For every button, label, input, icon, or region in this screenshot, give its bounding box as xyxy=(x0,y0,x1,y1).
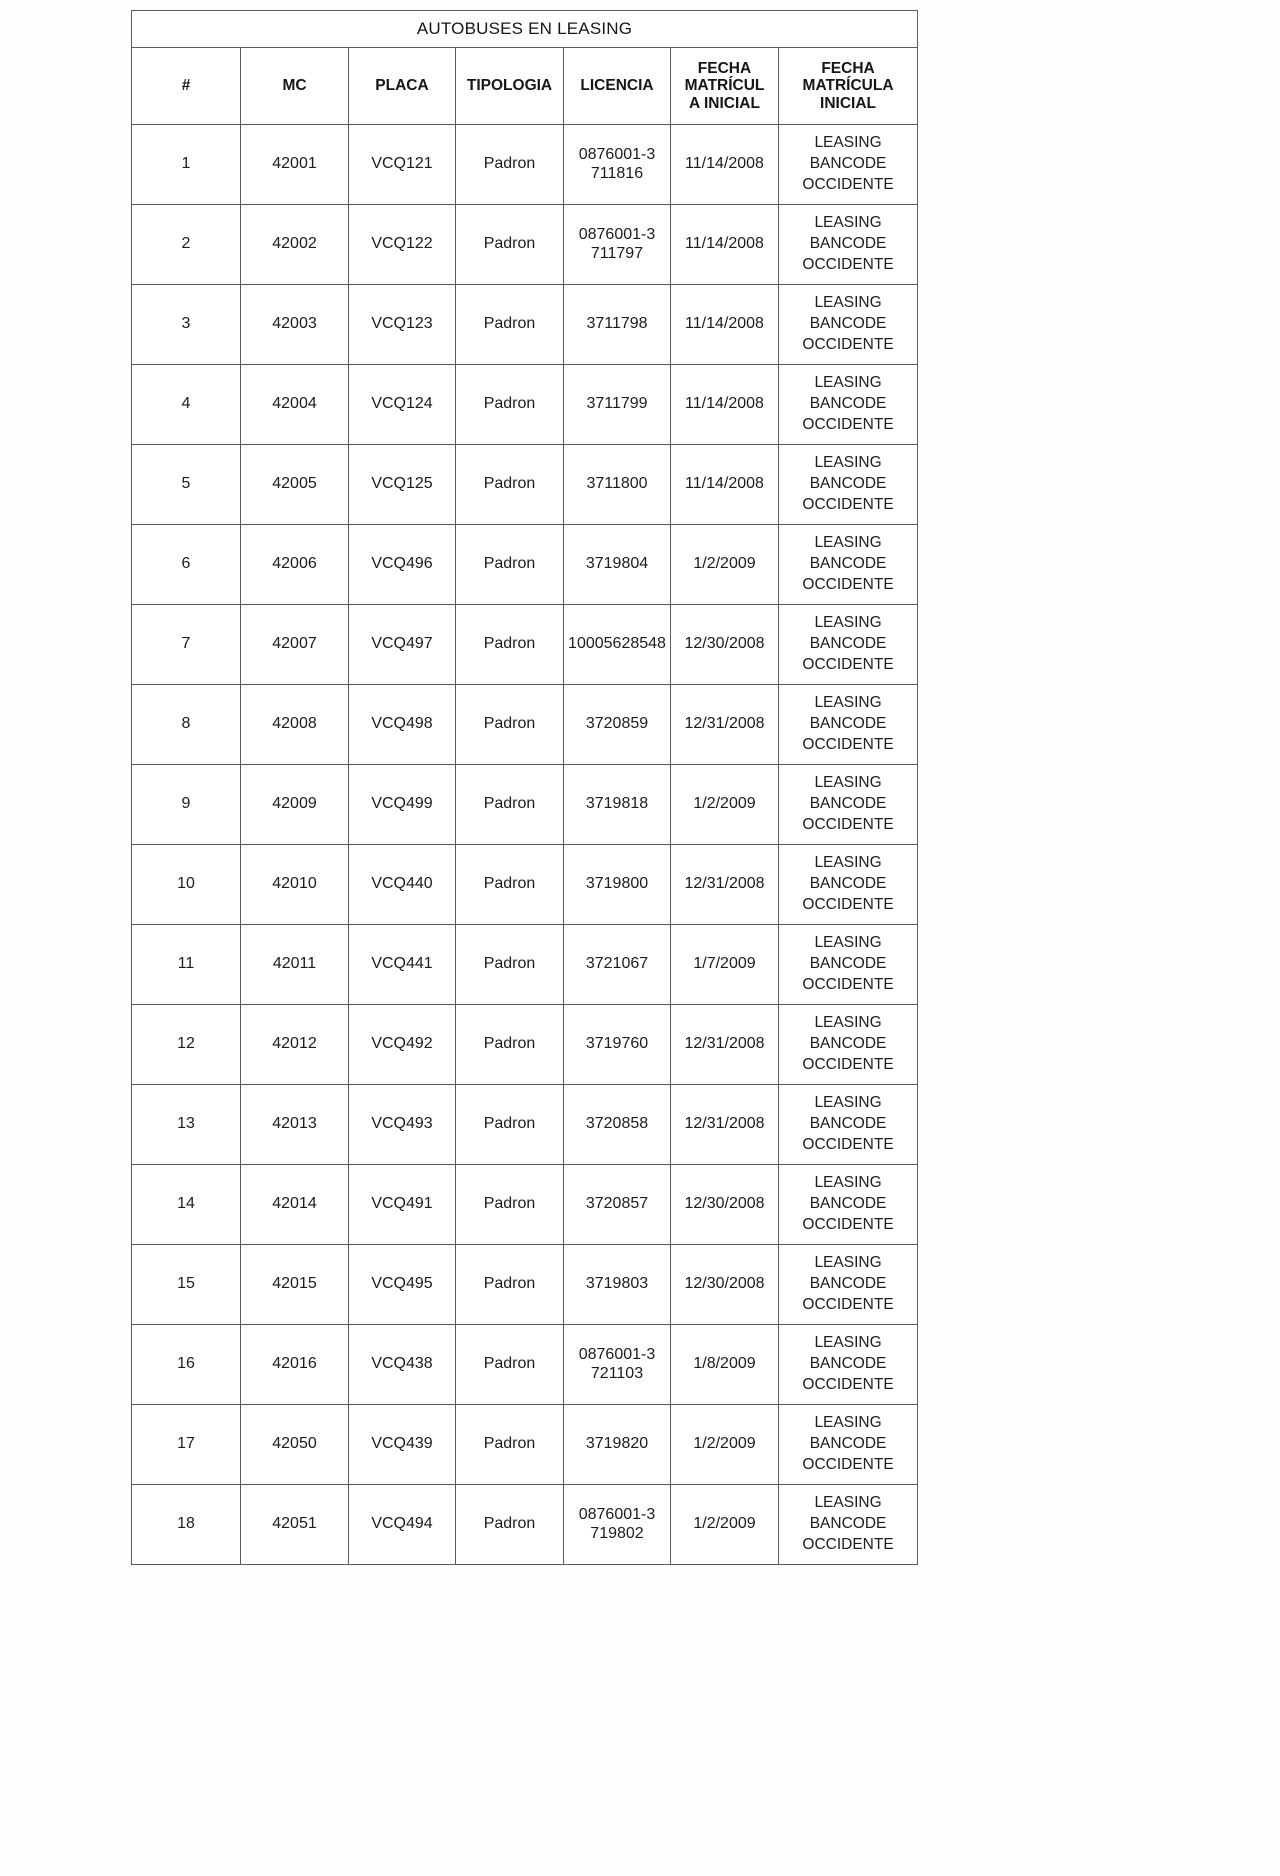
table-row xyxy=(132,1325,918,1405)
cell-fecha-matricula-a-inicial: 11/14/2008 xyxy=(671,125,779,205)
cell-entity-line1: LEASING xyxy=(814,1334,882,1352)
cell-licencia xyxy=(564,205,671,285)
cell-fecha-matricula-a-inicial: 11/14/2008 xyxy=(671,445,779,525)
cell-tipologia: Padron xyxy=(456,1405,564,1485)
cell-tipologia: Padron xyxy=(456,205,564,285)
cell-fecha-matricula-a-inicial: 12/30/2008 xyxy=(671,1165,779,1245)
cell-fecha-matricula-a-inicial: 1/8/2009 xyxy=(671,1325,779,1405)
cell-entity-line1: LEASING xyxy=(814,694,882,712)
cell-entity-line1: LEASING xyxy=(814,1254,882,1272)
cell-licencia-line2: 719802 xyxy=(590,1524,644,1542)
column-header-fecha1-line2: MATRÍCUL xyxy=(684,77,765,95)
cell-mc: 42008 xyxy=(241,685,349,765)
cell-fecha-matricula-inicial xyxy=(779,125,918,205)
column-header-fecha2-line3: INICIAL xyxy=(820,94,877,112)
cell-placa: VCQ493 xyxy=(349,1085,456,1165)
cell-entity-line3: OCCIDENTE xyxy=(802,815,894,833)
column-header-fecha2-line2: MATRÍCULA xyxy=(802,77,894,95)
cell-licencia: 10005628548 xyxy=(564,605,671,685)
cell-entity-line1: LEASING xyxy=(814,294,882,312)
cell-fecha-matricula-inicial xyxy=(779,1405,918,1485)
table-row xyxy=(132,285,918,365)
cell-entity-line2: BANCODE xyxy=(809,155,887,173)
column-header-fecha1-line1: FECHA xyxy=(697,59,752,77)
table-row xyxy=(132,205,918,285)
cell-placa: VCQ496 xyxy=(349,525,456,605)
cell-fecha-matricula-a-inicial: 11/14/2008 xyxy=(671,205,779,285)
cell-entity-line3: OCCIDENTE xyxy=(802,1055,894,1073)
autobuses-leasing-table xyxy=(131,10,918,1565)
cell-fecha-matricula-inicial xyxy=(779,1165,918,1245)
cell-licencia-line1: 0876001-3 xyxy=(578,145,656,163)
cell-entity-line2: BANCODE xyxy=(809,635,887,653)
cell-entity-line2: BANCODE xyxy=(809,1355,887,1373)
cell-index: 9 xyxy=(132,765,241,845)
cell-index: 8 xyxy=(132,685,241,765)
cell-entity-line3: OCCIDENTE xyxy=(802,1455,894,1473)
cell-licencia: 3711800 xyxy=(564,445,671,525)
cell-tipologia: Padron xyxy=(456,1245,564,1325)
cell-tipologia: Padron xyxy=(456,685,564,765)
cell-fecha-matricula-inicial xyxy=(779,365,918,445)
cell-mc: 42002 xyxy=(241,205,349,285)
cell-tipologia: Padron xyxy=(456,1085,564,1165)
cell-licencia: 3711799 xyxy=(564,365,671,445)
cell-mc: 42016 xyxy=(241,1325,349,1405)
cell-fecha-matricula-a-inicial: 12/31/2008 xyxy=(671,845,779,925)
table-row xyxy=(132,765,918,845)
cell-licencia-line1: 0876001-3 xyxy=(578,1505,656,1523)
cell-placa: VCQ491 xyxy=(349,1165,456,1245)
cell-tipologia: Padron xyxy=(456,1485,564,1565)
cell-tipologia: Padron xyxy=(456,365,564,445)
cell-entity-line2: BANCODE xyxy=(809,715,887,733)
cell-placa: VCQ494 xyxy=(349,1485,456,1565)
cell-fecha-matricula-a-inicial: 1/2/2009 xyxy=(671,1485,779,1565)
table-row xyxy=(132,1165,918,1245)
cell-tipologia: Padron xyxy=(456,445,564,525)
cell-tipologia: Padron xyxy=(456,1325,564,1405)
column-header-fecha1-line3: A INICIAL xyxy=(689,94,760,112)
column-header-placa-line1: PLACA xyxy=(375,77,429,95)
cell-tipologia: Padron xyxy=(456,125,564,205)
cell-fecha-matricula-a-inicial: 12/30/2008 xyxy=(671,605,779,685)
cell-entity-line2: BANCODE xyxy=(809,1195,887,1213)
cell-mc: 42007 xyxy=(241,605,349,685)
table-header xyxy=(132,11,918,125)
leasing-table-container xyxy=(131,10,917,1565)
cell-licencia: 3711798 xyxy=(564,285,671,365)
cell-fecha-matricula-a-inicial: 12/30/2008 xyxy=(671,1245,779,1325)
cell-entity-line2: BANCODE xyxy=(809,1435,887,1453)
column-header-placa xyxy=(349,48,456,125)
cell-mc: 42010 xyxy=(241,845,349,925)
cell-index: 5 xyxy=(132,445,241,525)
cell-index: 15 xyxy=(132,1245,241,1325)
cell-fecha-matricula-inicial xyxy=(779,445,918,525)
cell-placa: VCQ123 xyxy=(349,285,456,365)
column-header-fecha-matricula-a-inicial xyxy=(671,48,779,125)
cell-mc: 42051 xyxy=(241,1485,349,1565)
cell-entity-line3: OCCIDENTE xyxy=(802,335,894,353)
column-header-mc-line1: MC xyxy=(282,77,307,95)
cell-index: 14 xyxy=(132,1165,241,1245)
cell-entity-line2: BANCODE xyxy=(809,475,887,493)
table-row xyxy=(132,1085,918,1165)
table-row xyxy=(132,605,918,685)
cell-fecha-matricula-inicial xyxy=(779,1005,918,1085)
cell-tipologia: Padron xyxy=(456,1005,564,1085)
cell-fecha-matricula-a-inicial: 1/7/2009 xyxy=(671,925,779,1005)
table-row xyxy=(132,685,918,765)
cell-placa: VCQ438 xyxy=(349,1325,456,1405)
cell-entity-line2: BANCODE xyxy=(809,315,887,333)
table-title: AUTOBUSES EN LEASING xyxy=(132,11,918,48)
cell-licencia: 3720859 xyxy=(564,685,671,765)
cell-tipologia: Padron xyxy=(456,925,564,1005)
cell-placa: VCQ498 xyxy=(349,685,456,765)
cell-entity-line3: OCCIDENTE xyxy=(802,735,894,753)
table-row xyxy=(132,1245,918,1325)
cell-placa: VCQ125 xyxy=(349,445,456,525)
cell-entity-line2: BANCODE xyxy=(809,795,887,813)
cell-entity-line1: LEASING xyxy=(814,134,882,152)
cell-entity-line1: LEASING xyxy=(814,1094,882,1112)
cell-entity-line2: BANCODE xyxy=(809,875,887,893)
cell-licencia: 3719803 xyxy=(564,1245,671,1325)
cell-licencia-line1: 0876001-3 xyxy=(578,225,656,243)
cell-licencia-line2: 711797 xyxy=(590,244,644,262)
cell-entity-line3: OCCIDENTE xyxy=(802,1215,894,1233)
cell-index: 4 xyxy=(132,365,241,445)
cell-entity-line3: OCCIDENTE xyxy=(802,175,894,193)
cell-entity-line1: LEASING xyxy=(814,214,882,232)
cell-entity-line1: LEASING xyxy=(814,1014,882,1032)
cell-mc: 42011 xyxy=(241,925,349,1005)
cell-entity-line2: BANCODE xyxy=(809,1515,887,1533)
cell-licencia-line2: 721103 xyxy=(590,1364,644,1382)
cell-mc: 42050 xyxy=(241,1405,349,1485)
cell-index: 7 xyxy=(132,605,241,685)
cell-licencia: 3719818 xyxy=(564,765,671,845)
table-title-row xyxy=(132,11,918,48)
cell-licencia xyxy=(564,1325,671,1405)
cell-entity-line3: OCCIDENTE xyxy=(802,655,894,673)
cell-fecha-matricula-a-inicial: 12/31/2008 xyxy=(671,1085,779,1165)
cell-index: 11 xyxy=(132,925,241,1005)
cell-fecha-matricula-inicial xyxy=(779,1085,918,1165)
cell-entity-line3: OCCIDENTE xyxy=(802,255,894,273)
cell-licencia: 3719800 xyxy=(564,845,671,925)
cell-index: 6 xyxy=(132,525,241,605)
cell-placa: VCQ492 xyxy=(349,1005,456,1085)
table-row xyxy=(132,125,918,205)
table-row xyxy=(132,1405,918,1485)
cell-entity-line1: LEASING xyxy=(814,934,882,952)
cell-licencia-line2: 711816 xyxy=(590,164,644,182)
column-header-mc xyxy=(241,48,349,125)
cell-index: 17 xyxy=(132,1405,241,1485)
cell-index: 13 xyxy=(132,1085,241,1165)
cell-entity-line2: BANCODE xyxy=(809,555,887,573)
cell-entity-line1: LEASING xyxy=(814,1414,882,1432)
cell-index: 10 xyxy=(132,845,241,925)
column-header-licencia xyxy=(564,48,671,125)
cell-entity-line1: LEASING xyxy=(814,1174,882,1192)
cell-tipologia: Padron xyxy=(456,845,564,925)
cell-index: 1 xyxy=(132,125,241,205)
cell-entity-line1: LEASING xyxy=(814,454,882,472)
cell-entity-line1: LEASING xyxy=(814,534,882,552)
cell-fecha-matricula-inicial xyxy=(779,285,918,365)
cell-tipologia: Padron xyxy=(456,1165,564,1245)
cell-mc: 42004 xyxy=(241,365,349,445)
table-row xyxy=(132,365,918,445)
cell-fecha-matricula-inicial xyxy=(779,525,918,605)
cell-placa: VCQ124 xyxy=(349,365,456,445)
table-row xyxy=(132,1005,918,1085)
cell-entity-line2: BANCODE xyxy=(809,235,887,253)
cell-entity-line1: LEASING xyxy=(814,614,882,632)
cell-fecha-matricula-a-inicial: 1/2/2009 xyxy=(671,525,779,605)
cell-fecha-matricula-inicial xyxy=(779,1245,918,1325)
cell-index: 2 xyxy=(132,205,241,285)
cell-entity-line2: BANCODE xyxy=(809,395,887,413)
cell-fecha-matricula-inicial xyxy=(779,765,918,845)
cell-mc: 42013 xyxy=(241,1085,349,1165)
cell-fecha-matricula-inicial xyxy=(779,205,918,285)
cell-licencia xyxy=(564,125,671,205)
cell-fecha-matricula-inicial xyxy=(779,685,918,765)
cell-licencia: 3721067 xyxy=(564,925,671,1005)
cell-index: 12 xyxy=(132,1005,241,1085)
cell-tipologia: Padron xyxy=(456,765,564,845)
column-header-fecha-matricula-inicial xyxy=(779,48,918,125)
column-header-index xyxy=(132,48,241,125)
cell-mc: 42006 xyxy=(241,525,349,605)
cell-entity-line3: OCCIDENTE xyxy=(802,895,894,913)
cell-entity-line1: LEASING xyxy=(814,774,882,792)
cell-entity-line3: OCCIDENTE xyxy=(802,1135,894,1153)
column-header-tipologia-line1: TIPOLOGIA xyxy=(466,77,553,95)
cell-mc: 42012 xyxy=(241,1005,349,1085)
cell-fecha-matricula-inicial xyxy=(779,925,918,1005)
cell-tipologia: Padron xyxy=(456,525,564,605)
cell-entity-line3: OCCIDENTE xyxy=(802,575,894,593)
cell-entity-line2: BANCODE xyxy=(809,1035,887,1053)
cell-licencia: 3719820 xyxy=(564,1405,671,1485)
cell-fecha-matricula-inicial xyxy=(779,1325,918,1405)
cell-placa: VCQ499 xyxy=(349,765,456,845)
cell-placa: VCQ495 xyxy=(349,1245,456,1325)
column-header-index-line1: # xyxy=(181,77,191,95)
cell-fecha-matricula-inicial xyxy=(779,605,918,685)
cell-placa: VCQ440 xyxy=(349,845,456,925)
cell-placa: VCQ497 xyxy=(349,605,456,685)
cell-licencia: 3720857 xyxy=(564,1165,671,1245)
cell-fecha-matricula-a-inicial: 11/14/2008 xyxy=(671,285,779,365)
cell-entity-line3: OCCIDENTE xyxy=(802,415,894,433)
cell-tipologia: Padron xyxy=(456,285,564,365)
cell-licencia: 3720858 xyxy=(564,1085,671,1165)
cell-mc: 42014 xyxy=(241,1165,349,1245)
cell-fecha-matricula-inicial xyxy=(779,845,918,925)
cell-mc: 42003 xyxy=(241,285,349,365)
table-row xyxy=(132,925,918,1005)
cell-entity-line2: BANCODE xyxy=(809,955,887,973)
cell-index: 16 xyxy=(132,1325,241,1405)
column-header-row xyxy=(132,48,918,125)
cell-entity-line2: BANCODE xyxy=(809,1275,887,1293)
table-row xyxy=(132,445,918,525)
cell-entity-line3: OCCIDENTE xyxy=(802,1375,894,1393)
cell-mc: 42009 xyxy=(241,765,349,845)
cell-fecha-matricula-inicial xyxy=(779,1485,918,1565)
cell-entity-line3: OCCIDENTE xyxy=(802,975,894,993)
cell-fecha-matricula-a-inicial: 12/31/2008 xyxy=(671,1005,779,1085)
cell-placa: VCQ121 xyxy=(349,125,456,205)
cell-placa: VCQ441 xyxy=(349,925,456,1005)
cell-licencia-line1: 0876001-3 xyxy=(578,1345,656,1363)
cell-placa: VCQ439 xyxy=(349,1405,456,1485)
cell-placa: VCQ122 xyxy=(349,205,456,285)
cell-licencia xyxy=(564,1485,671,1565)
cell-fecha-matricula-a-inicial: 12/31/2008 xyxy=(671,685,779,765)
column-header-fecha2-line1: FECHA xyxy=(821,59,875,77)
column-header-tipologia xyxy=(456,48,564,125)
cell-entity-line1: LEASING xyxy=(814,854,882,872)
column-header-licencia-line1: LICENCIA xyxy=(580,77,654,95)
cell-fecha-matricula-a-inicial: 1/2/2009 xyxy=(671,1405,779,1485)
cell-licencia: 3719760 xyxy=(564,1005,671,1085)
cell-licencia: 3719804 xyxy=(564,525,671,605)
cell-entity-line3: OCCIDENTE xyxy=(802,495,894,513)
table-row xyxy=(132,845,918,925)
cell-index: 3 xyxy=(132,285,241,365)
cell-entity-line1: LEASING xyxy=(814,374,882,392)
cell-entity-line3: OCCIDENTE xyxy=(802,1295,894,1313)
table-row xyxy=(132,1485,918,1565)
cell-fecha-matricula-a-inicial: 11/14/2008 xyxy=(671,365,779,445)
table-body xyxy=(132,125,918,1565)
cell-mc: 42015 xyxy=(241,1245,349,1325)
table-row xyxy=(132,525,918,605)
cell-mc: 42001 xyxy=(241,125,349,205)
cell-entity-line1: LEASING xyxy=(814,1494,882,1512)
cell-tipologia: Padron xyxy=(456,605,564,685)
cell-mc: 42005 xyxy=(241,445,349,525)
cell-index: 18 xyxy=(132,1485,241,1565)
cell-entity-line3: OCCIDENTE xyxy=(802,1535,894,1553)
cell-entity-line2: BANCODE xyxy=(809,1115,887,1133)
cell-fecha-matricula-a-inicial: 1/2/2009 xyxy=(671,765,779,845)
